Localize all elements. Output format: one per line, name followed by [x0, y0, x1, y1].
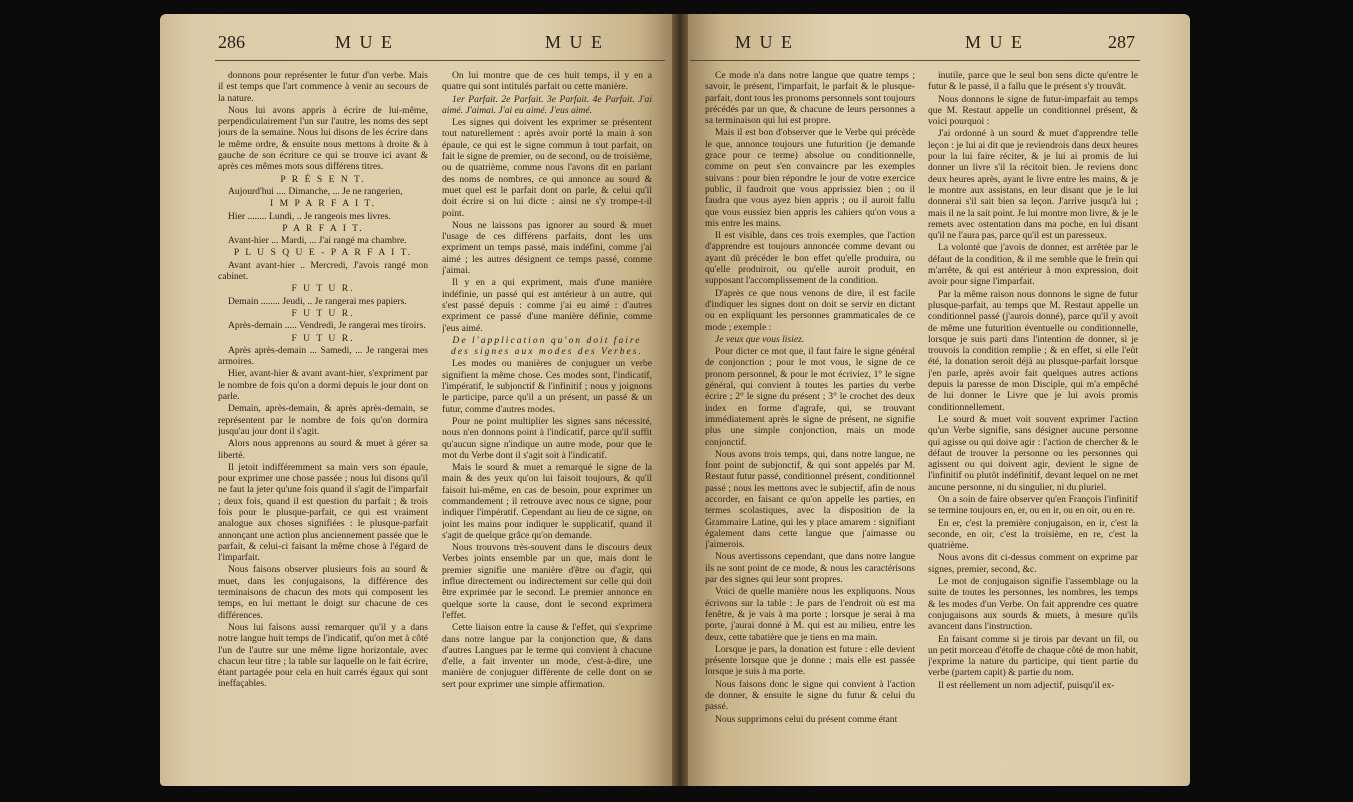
paragraph: Mais il est bon d'observer que le Verbe qui précède le que, annonce toujours une futurition (je demande grace pour ce terme) absolue ou conditionnelle, comme on peut s'en convaincre par les exemples suivans : pour bien répondre le jour de votre exercice public, il faudroit que vous apprissiez bien ; ou il faudra que vous ayez bien appris ; ou il auroit fallu que vous eussiez bien appris les cahiers qu'on vous a mis entre les mains.: [705, 127, 915, 229]
paragraph: Les signes qui doivent les exprimer se présentent tout naturellement : après avoir porté la main à son épaule, ce qui est le signe commun à tout parfait, on fait le signe de premier, ou de second, ou de troisième, ou de quatrième, comme nous l'avons dit en parlant des noms de nombres, ce qui annonce au sourd & muet quel est le parfait dont on parle, & celui qu'il doit écrire si on lui dicte : ainsi ne s'y trompe-t-il point.: [442, 117, 652, 219]
right-running-head-1: M U E: [735, 32, 794, 52]
section-heading: F U T U R.: [291, 307, 355, 319]
paragraph: Après après-demain ... Samedi, ... Je rangerai mes armoires.: [218, 344, 428, 368]
right-running-head-2: M U E: [965, 32, 1024, 52]
paragraph: En er, c'est la première conjugaison, en ir, c'est la seconde, en oir, c'est la troisième, en re, c'est la quatrième.: [928, 517, 1138, 552]
paragraph: inutile, parce que le seul bon sens dicte qu'entre le futur & le passé, il a fallu que le présent s'y trouvât.: [928, 70, 1138, 93]
paragraph: Le sourd & muet voit souvent exprimer l'action qu'un Verbe signifie, sans désigner aucune personne qui agisse ou qui doive agir : l'action de chercher & le défaut de trouver la personne ou les personnes qui agissent ou qui doivent agir, devient le signe de l'infinitif ou plutôt indéfinitif, devant lequel on ne met aucune personne, ni du singulier, ni du pluriel.: [928, 413, 1138, 493]
paragraph: Hier, avant-hier & avant avant-hier, s'expriment par le nombre de fois qu'on a dormi depuis le jour dont on parle.: [218, 368, 428, 403]
section-heading: P R É S E N T.: [280, 173, 366, 185]
paragraph: Demain ........ Jeudi, .. Je rangerai mes papiers.: [228, 295, 407, 307]
paragraph: D'après ce que nous venons de dire, il est facile d'indiquer les signes dont on doit se servir en dictant ou en expliquant les personnes grammaticales de ce mode ; exemple :: [705, 287, 915, 333]
paragraph: Avant-hier ... Mardi, ... J'ai rangé ma chambre.: [228, 235, 407, 247]
left-column-2: [442, 70, 652, 770]
left-page-number: 286: [218, 32, 245, 52]
example-line: Je veux que vous lisiez.: [715, 333, 805, 345]
paragraph: Nous avons trois temps, qui, dans notre langue, ne font point de subjonctif, & qui sont appelés par M. Restaut futur passé, conditionnel présent, conditionnel passé ; nous les mettons avec le subjectif, afin de nous accorder, en faisant ce qu'on appelle les parties, en termes scolastiques, avec la disposition de la Grammaire Latine, qui les y place amarem : signifiant également dans cette langue que j'aimasse ou j'aimerois.: [705, 448, 915, 551]
left-running-head-1: M U E: [335, 32, 394, 52]
paragraph: Nous avons dit ci-dessus comment on exprime par signes, premier, second, &c.: [928, 552, 1138, 575]
paragraph: Nous supprimons celui du présent comme étant: [715, 713, 898, 725]
paragraph: Voici de quelle manière nous les expliquons. Nous écrivons sur la table : Je pars de l'endroit où est ma fenêtre, & je vais à ma porte ; lorsque je serai à ma porte, j'aurai donné à M. qui est au milieu, entre les deux, cette tabatière que je tiens en ma main.: [705, 586, 915, 643]
paragraph: Nous faisons observer plusieurs fois au sourd & muet, dans les conjugaisons, la différence des terminaisons de chacun des mots qui composent les temps, en lui mettant le doigt sur chacune de ces différences.: [218, 564, 428, 621]
paragraph: On a soin de faire observer qu'en François l'infinitif se termine toujours en, er, ou en ir, ou en oir, ou en re.: [928, 493, 1138, 517]
paragraph: Nous ne laissons pas ignorer au sourd & muet l'usage de ces différens parfaits, dont les uns expriment un temps passé, mais indéfini, comme j'ai aimé ; les autres désignent ce temps passé, comme j'aimai.: [442, 219, 652, 277]
book-spine: [672, 14, 688, 786]
section-heading: P L U S Q U E - P A R F A I T.: [233, 247, 413, 259]
paragraph: 1er Parfait. 2e Parfait. 3e Parfait. 4e Parfait. J'ai aimé. J'aimai. J'ai eu aimé. J'eus aimé.: [442, 93, 652, 116]
section-heading: F U T U R.: [291, 283, 355, 295]
paragraph: Ce mode n'a dans notre langue que quatre temps ; savoir, le présent, l'imparfait, le parfait & le plusque-parfait, dont tous les pronoms personnels sont toujours précédés par un que, & chacune de leurs personnes a sa terminaison qui lui est propre.: [705, 70, 915, 127]
paragraph: donnons pour représenter le futur d'un verbe. Mais il est temps que l'art commence à venir au secours de la nature.: [218, 70, 428, 104]
section-heading: De l'application qu'on doit faire des signes aux modes des Verbes.: [451, 334, 643, 358]
paragraph: Par la même raison nous donnons le signe de futur plusque-parfait, au temps que M. Restaut appelle un conditionnel passé (j'aurois donné), parce qu'il y avoit de même une futurition éventuelle ou conditionnelle, lorsque je suis parti dans l'intention de donner, si je trouvois la condition remplie ; & en effet, si elle l'eût été, la donation seroit déjà au plusque-parfait lorsque j'en parle, après avoir fait quelques autres actions depuis la paresse de mon Disciple, qui m'a empêché de lui donner le Livre que je lui avois promis conditionnellement.: [928, 288, 1138, 413]
paragraph: La volonté que j'avois de donner, est arrêtée par le défaut de la condition, & il me semble que le frein qui m'arrête, & qui est antérieur à mon expression, doit avoir pour signe l'imparfait.: [928, 242, 1138, 288]
paragraph: Le mot de conjugaison signifie l'assemblage ou la suite de toutes les personnes, les nombres, les temps & les modes d'un Verbe. On fait apprendre ces quatre conjugaisons aux sourds & muets, à mesure qu'ils avancent dans l'instruction.: [928, 576, 1138, 633]
paragraph: Nous avertissons cependant, que dans notre langue ils ne sont point de ce mode, & nous les caractérisons par des signes qui leur sont propres.: [705, 551, 915, 586]
paragraph: Les modes ou manières de conjuguer un verbe signifient la même chose. Ces modes sont, l'indicatif, l'impératif, le subjonctif & l'infinitif ; nous y joignons le participe, parce qu'il a un présent, un passé & un futur, comme d'autres modes.: [442, 358, 652, 415]
paragraph: Il est visible, dans ces trois exemples, que l'action d'apprendre est toujours annoncée comme devant ou ayant dû précéder le bon effet qu'elle produira, ou qu'elle produiroit, ou qu'elle auroit produit, en supposant l'accomplissement de la condition.: [705, 230, 915, 287]
paragraph: Nous lui faisons aussi remarquer qu'il y a dans notre langue huit temps de l'indicatif, qu'on met à côté l'un de l'autre sur une même ligne horizontale, avec chacun leur titre ; la table sur laquelle on le fait écrire, étant partagée pour cela en huit carrés égaux qui sont ineffaçables.: [218, 621, 428, 690]
section-heading: F U T U R.: [291, 332, 355, 344]
section-heading: P A R F A I T.: [282, 222, 364, 234]
paragraph: En faisant comme si je tirois par devant un fil, ou un petit morceau d'étoffe de chaque côté de mon habit, j'exprime la nature du participe, qui tient partie du verbe (partem capit) & partie du nom.: [928, 633, 1138, 679]
right-header-rule: [690, 60, 1140, 61]
paragraph: Hier ........ Lundi, .. Je rangeois mes livres.: [228, 210, 391, 222]
paragraph: Il jetoit indifféremment sa main vers son épaule, pour exprimer une chose passée ; nous lui disons qu'il ne faut la jeter qu'une fois quand il s'agit de l'imparfait ; deux fois, quand il est question du parfait ; & trois fois pour le plusque-parfait, ce qui est vraiment analogue aux choses signifiées : le plusque-parfait annonçant une action plus anciennement passée que le parfait, & celui-ci faisant la même chose à l'égard de l'imparfait.: [218, 461, 428, 564]
section-heading: I M P A R F A I T.: [270, 198, 376, 210]
paragraph: Alors nous apprenons au sourd & muet à gérer sa liberté.: [218, 438, 428, 461]
paragraph: Aujourd'hui .... Dimanche, ... Je ne rangerien,: [228, 185, 403, 197]
paragraph: Nous donnons le signe de futur-imparfait au temps que M. Restaut appelle un conditionnel présent, & voici pourquoi :: [928, 93, 1138, 128]
paragraph: Après-demain ..... Vendredi, Je rangerai mes tiroirs.: [228, 320, 426, 332]
right-page-number: 287: [1108, 32, 1135, 52]
left-running-head-2: M U E: [545, 32, 604, 52]
right-column-2: [928, 70, 1138, 770]
right-column-1: [705, 70, 915, 770]
paragraph: Nous faisons donc le signe qui convient à l'action de donner, & ensuite le signe du futur & celui du passé.: [705, 678, 915, 713]
paragraph: Il est réellement un nom adjectif, puisqu'il ex-: [938, 679, 1115, 691]
paragraph: On lui montre que de ces huit temps, il y en a quatre qui sont intitulés parfait ou cette manière.: [442, 70, 652, 93]
paragraph: Mais le sourd & muet a remarqué le signe de la main & des yeux qu'on lui faisoit toujours, & qu'il faisoit lui-même, en cas de besoin, pour exprimer un commandement ; il retrouve avec nous ce signe, pour indiquer l'impératif. Cependant au lieu de ce signe, on joint les mains pour indiquer le supplicatif, quand il s'agit de quelque grâce qu'on demande.: [442, 462, 652, 541]
paragraph: Demain, après-demain, & après après-demain, se représentent par le nombre de fois qu'on dormira jusqu'au jour dont il s'agit.: [218, 403, 428, 437]
paragraph: Cette liaison entre la cause & l'effet, qui s'exprime dans notre langue par la conjonction que, & dans d'autres Langues par le terme qui convient à chacune d'elle, a fait inventer un mode, c'est-à-dire, une manière de conjuguer différente de celle dont on se sert pour exprimer une simple affirmation.: [442, 622, 652, 690]
left-header-rule: [215, 60, 665, 61]
paragraph: Pour ne point multiplier les signes sans nécessité, nous n'en donnons point à l'indicatif, parce qu'il suffit qu'aucun signe n'indique un autre mode, pour que le mot du Verbe dont il s'agit soit à l'indicatif.: [442, 415, 652, 461]
paragraph: J'ai ordonné à un sourd & muet d'apprendre telle leçon : je lui ai dit que je reviendrois dans deux heures pour la lui faire réciter, & je lui ai promis de lui donner un livre s'il la récitoit bien. Je reviens donc deux heures après, ayant le livre entre les mains, & je le montre aux assistans, en leur disant que je le lui donnerai s'il sait bien sa leçon. J'arrive jusqu'à lui ; mais il ne la sait point. Je lui montre mon livre, & je le remets avec ostentation dans ma poche, en lui disant qu'il ne l'aura pas, parce qu'il est un paresseux.: [928, 128, 1138, 242]
paragraph: Lorsque je pars, la donation est future : elle devient présente lorsque que je donne ; mais elle est passée lorsque je suis à ma porte.: [705, 643, 915, 678]
paragraph: Il y en a qui expriment, mais d'une manière indéfinie, un passé qui est antérieur à un autre, qui s'est passé depuis : comme j'ai eu aimé : d'autres expriment ce passé d'une manière définie, comme j'eus aimé.: [442, 277, 652, 334]
paragraph: Nous lui avons appris à écrire de lui-même, perpendiculairement l'un sur l'autre, les noms des sept jours de la semaine. Nous lui disons de les écrire dans le même ordre, & ensuite nous mettons à droite & à gauche de son écriture ce qui se trouve ici avant & après ces mêmes mots sous différens titres.: [218, 104, 428, 173]
paragraph: Pour dicter ce mot que, il faut faire le signe général de conjonction ; pour le mot vous, le signe de ce pronom personnel, & pour le mot écriviez, 1° le signe général, qui convient à toutes les parties du verbe écrire ; 2° le signe du présent ; 3° le crochet des deux index en forme d'agrafe, qui, se trouvant immédiatement après le signe de présent, ne signifie plus une simple conjonction, mais un mode conjonctif.: [705, 346, 915, 448]
paragraph: Nous trouvons très-souvent dans le discours deux Verbes joints ensemble par un que, mais dont le premier signifie une manière d'être ou d'agir, qui influe directement ou indirectement sur celle qui doit être exprimée par le second. Le premier annonce en quelque sorte la cause, dont le second exprimera l'effet.: [442, 542, 652, 621]
left-column-1: [218, 70, 428, 770]
paragraph: Avant avant-hier .. Mercredi, J'avois rangé mon cabinet.: [218, 259, 428, 283]
